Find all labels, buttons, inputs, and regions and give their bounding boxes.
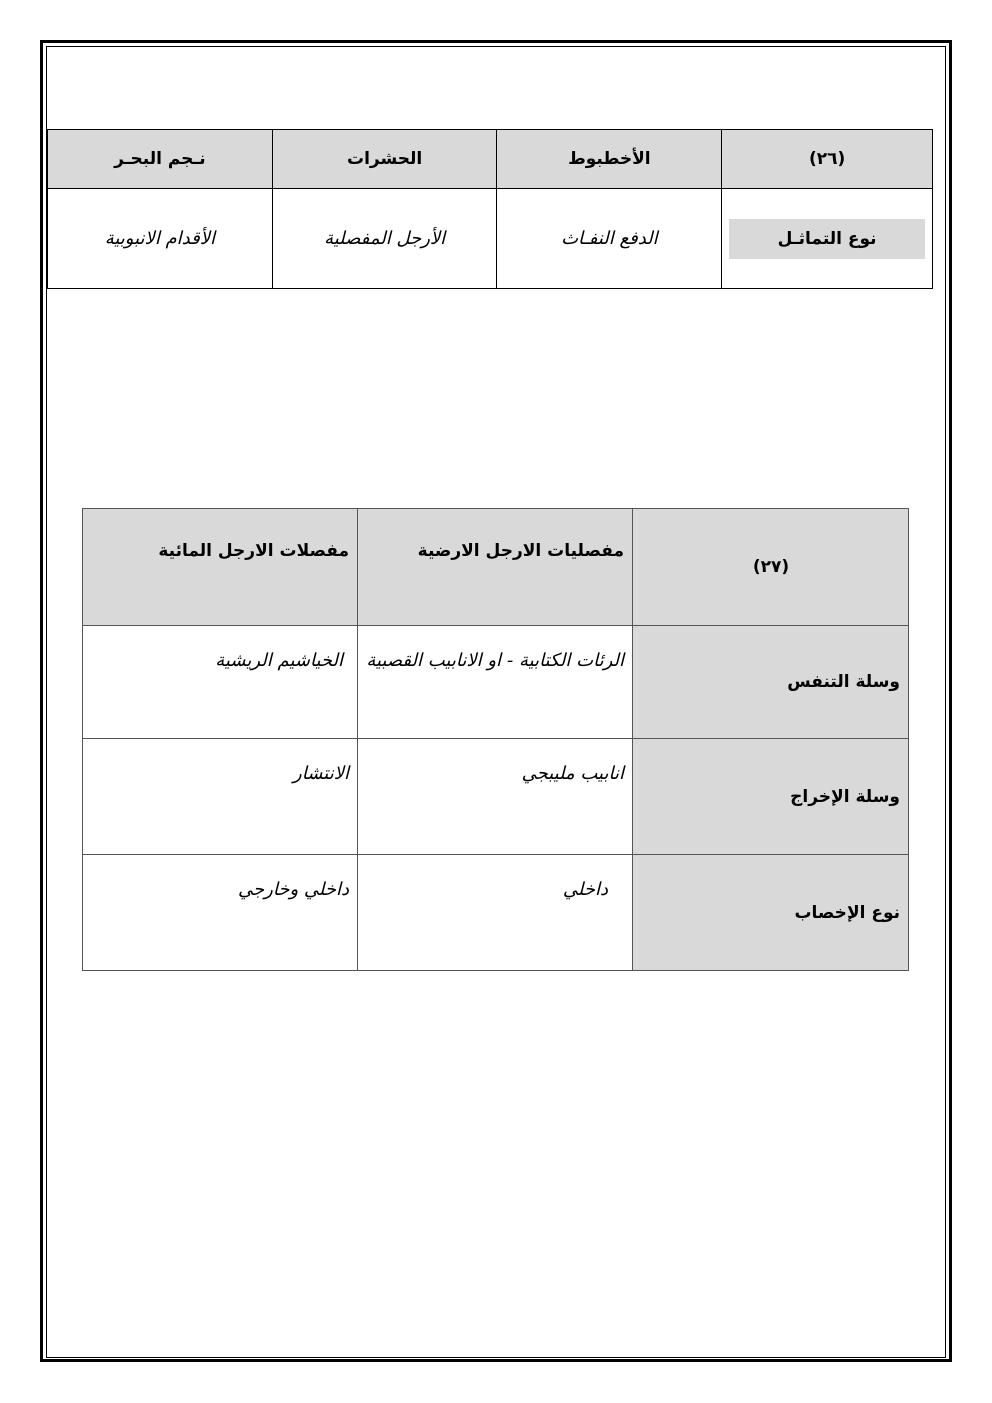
header-starfish: نـجم البحـر bbox=[48, 130, 273, 189]
row-label-cell bbox=[722, 189, 933, 289]
table-header-row bbox=[83, 509, 909, 626]
table-row bbox=[83, 739, 909, 855]
header-insects: الحشرات bbox=[272, 130, 497, 189]
row-label-excretion: وسلة الإخراج bbox=[633, 739, 909, 855]
table-header-row bbox=[48, 130, 933, 189]
cell-respiration-terrestrial: الرئات الكتابية - او الانابيب القصبية bbox=[358, 626, 633, 739]
header-aquatic-arthropods: مفصلات الارجل المائية bbox=[83, 509, 358, 626]
cell-fertilization-aquatic: داخلي وخارجي bbox=[83, 855, 358, 971]
cell-respiration-aquatic: الخياشيم الريشية bbox=[83, 626, 358, 739]
table-number-26: (٢٦) bbox=[722, 130, 933, 189]
row-label-symmetry: نوع التماثـل bbox=[729, 219, 925, 259]
table-row bbox=[48, 189, 933, 289]
cell-insects: الأرجل المفصلية bbox=[272, 189, 497, 289]
cell-starfish: الأقدام الانبوبية bbox=[48, 189, 273, 289]
cell-excretion-aquatic: الانتشار bbox=[83, 739, 358, 855]
header-octopus: الأخطبوط bbox=[497, 130, 722, 189]
header-terrestrial-arthropods: مفصليات الارجل الارضية bbox=[358, 509, 633, 626]
row-label-fertilization: نوع الإخصاب bbox=[633, 855, 909, 971]
cell-excretion-terrestrial: انابيب مليبجي bbox=[358, 739, 633, 855]
comparison-table-26 bbox=[47, 129, 933, 289]
row-label-respiration: وسلة التنفس bbox=[633, 626, 909, 739]
table-row bbox=[83, 855, 909, 971]
comparison-table-27 bbox=[82, 508, 909, 971]
cell-fertilization-terrestrial: داخلي bbox=[358, 855, 633, 971]
table-row bbox=[83, 626, 909, 739]
table-number-27: (٢٧) bbox=[633, 509, 909, 626]
cell-octopus: الدفع النفـاث bbox=[497, 189, 722, 289]
